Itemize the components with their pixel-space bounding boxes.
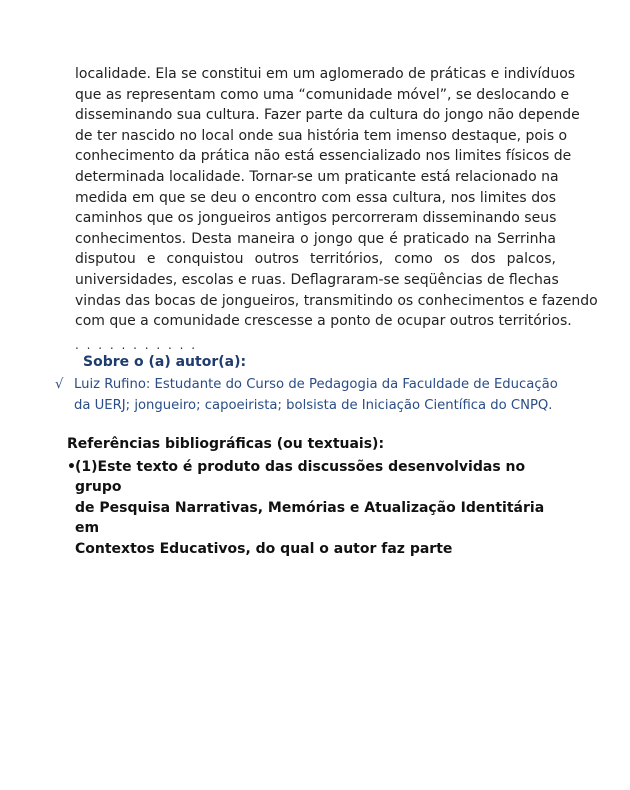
body-line: vindas das bocas de jongueiros, transmitindo os conhecimentos e fazendo <box>75 292 598 309</box>
body-paragraph <box>75 64 598 332</box>
checkmark-icon: √ <box>55 377 64 392</box>
body-line: universidades, escolas e ruas. Deflagraram-se seqüências de flechas <box>75 271 559 288</box>
bullet-icon: • <box>67 459 76 475</box>
body-line: determinada localidade. Tornar-se um praticante está relacionado na <box>75 168 559 185</box>
body-line: disseminando sua cultura. Fazer parte da cultura do jongo não depende <box>75 107 580 124</box>
author-line: da UERJ; jongueiro; capoeirista; bolsista de Iniciação Científica do CNPQ. <box>74 397 553 413</box>
body-line: medida em que se deu o encontro com essa cultura, nos limites dos <box>75 189 556 206</box>
body-line: localidade. Ela se constitui em um aglomerado de práticas e indivíduos <box>75 66 576 82</box>
reference-item <box>67 457 567 559</box>
reference-line: de Pesquisa Narrativas, Memórias e Atualização Identitária em <box>75 499 545 537</box>
body-line: disputou e conquistou outros territórios, como os dos palcos, <box>75 251 556 268</box>
section-separator: . . . . . . . . . . . <box>75 338 198 352</box>
body-line: de ter nascido no local onde sua história tem imenso destaque, pois o <box>75 127 568 144</box>
reference-line: (1)Este texto é produto das discussões desenvolvidas no grupo <box>75 459 526 496</box>
body-line: com que a comunidade crescesse a ponto de ocupar outros territórios. <box>75 313 572 330</box>
references-heading: Referências bibliográficas (ou textuais): <box>67 436 385 452</box>
body-line: que as representam como uma “comunidade móvel”, se deslocando e <box>75 86 570 103</box>
author-info <box>55 375 575 416</box>
author-heading: Sobre o (a) autor(a): <box>83 354 247 370</box>
body-line: conhecimento da prática não está essencializado nos limites físicos de <box>75 148 572 165</box>
body-line: conhecimentos. Desta maneira o jongo que é praticado na Serrinha <box>75 230 556 247</box>
reference-line: Contextos Educativos, do qual o autor faz parte <box>75 540 453 557</box>
author-line: Luiz Rufino: Estudante do Curso de Pedagogia da Faculdade de Educação <box>74 377 558 392</box>
body-line: caminhos que os jongueiros antigos percorreram disseminando seus <box>75 210 557 227</box>
